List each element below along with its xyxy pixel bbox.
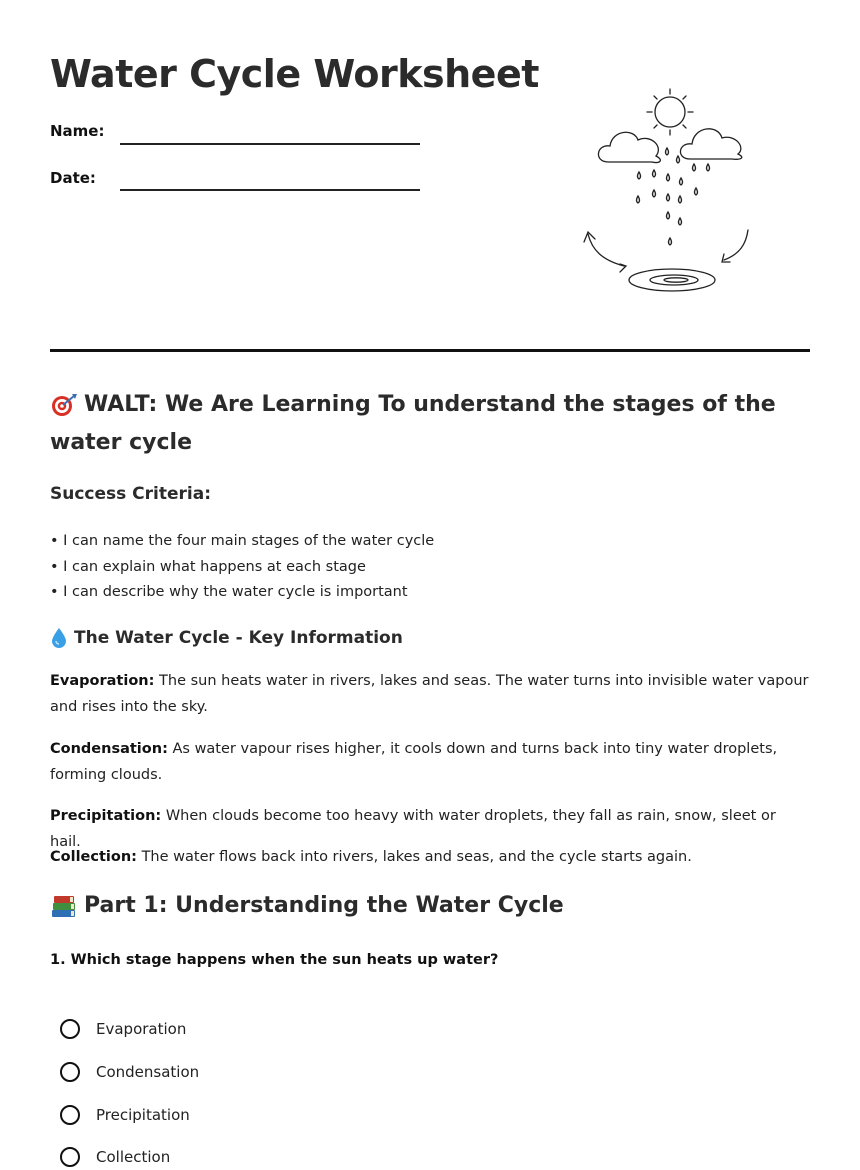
option-label: Precipitation: [96, 1106, 190, 1124]
radio-button[interactable]: [60, 1019, 80, 1039]
name-field[interactable]: [120, 143, 420, 145]
part1-heading-text: Part 1: Understanding the Water Cycle: [84, 893, 564, 918]
walt-text: WALT: We Are Learning To understand the stages of the water cycle: [50, 392, 776, 455]
option-precipitation[interactable]: [60, 1102, 190, 1128]
info-term: Condensation:: [50, 741, 168, 757]
success-criteria-heading: Success Criteria:: [50, 484, 212, 504]
books-icon: [50, 893, 78, 919]
option-collection[interactable]: [60, 1144, 170, 1170]
page-title: Water Cycle Worksheet: [50, 52, 539, 96]
info-text: When clouds become too heavy with water droplets, they fall as rain, snow, sleet or hail.: [50, 808, 776, 850]
info-term: Precipitation:: [50, 808, 162, 824]
puddle-icon: [629, 269, 715, 291]
date-field[interactable]: [120, 189, 420, 191]
info-collection: [50, 845, 810, 871]
sun-icon: [647, 89, 693, 135]
info-text: As water vapour rises higher, it cools down and turns back into tiny water droplets, forming clouds.: [50, 741, 778, 783]
option-label: Evaporation: [96, 1020, 187, 1038]
info-term: Evaporation:: [50, 673, 155, 689]
option-label: Collection: [96, 1148, 171, 1166]
option-label: Condensation: [96, 1063, 200, 1081]
list-item: • I can explain what happens at each stage: [50, 558, 366, 575]
list-item: • I can describe why the water cycle is important: [50, 584, 408, 600]
radio-button[interactable]: [60, 1062, 80, 1082]
radio-button[interactable]: [60, 1147, 80, 1167]
radio-button[interactable]: [60, 1105, 80, 1125]
arrow-icon: [588, 234, 624, 266]
target-icon: [50, 393, 78, 417]
key-info-heading: [50, 627, 403, 649]
option-evaporation[interactable]: [60, 1016, 186, 1042]
info-term: Collection:: [50, 849, 137, 865]
list-item: • I can name the four main stages of the water cycle: [50, 533, 435, 549]
info-evaporation: [50, 669, 810, 720]
info-text: The water flows back into rivers, lakes and seas, and the cycle starts again.: [136, 849, 692, 865]
part1-heading: [50, 893, 564, 919]
date-label: Date:: [50, 169, 96, 187]
question-1: 1. Which stage happens when the sun heats up water?: [50, 952, 499, 968]
key-info-heading-text: The Water Cycle - Key Information: [74, 628, 403, 648]
section-divider: [50, 349, 810, 352]
arrow-icon: [724, 230, 748, 260]
walt-heading: [50, 386, 810, 462]
info-condensation: [50, 737, 810, 788]
droplet-icon: [50, 627, 68, 649]
cloud-icon: [598, 132, 660, 162]
info-text: The sun heats water in rivers, lakes and seas. The water turns into invisible water vapour and rises into the sky.: [50, 673, 809, 715]
water-cycle-illustration-icon: [580, 84, 750, 299]
name-label: Name:: [50, 122, 105, 140]
option-condensation[interactable]: [60, 1059, 199, 1085]
cloud-icon: [680, 129, 741, 159]
success-criteria-list: [50, 529, 434, 606]
